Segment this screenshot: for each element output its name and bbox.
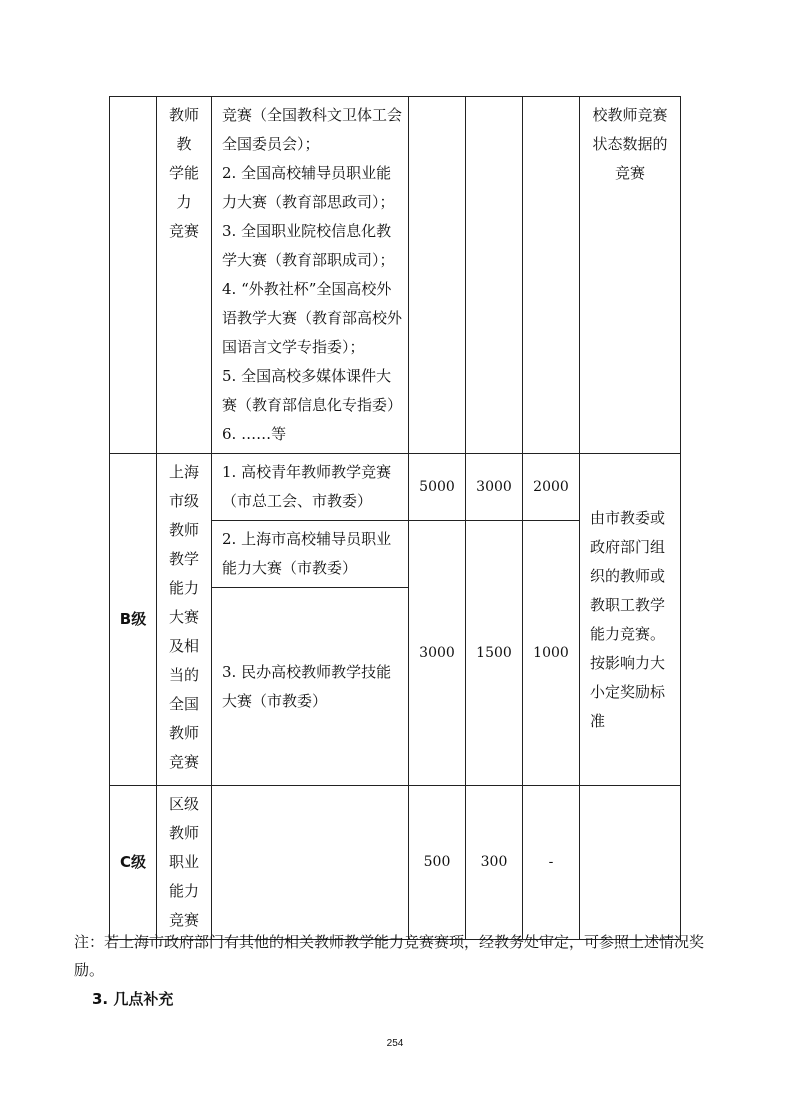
page-number: 254 xyxy=(386,1038,404,1049)
table-row-c xyxy=(110,786,681,940)
table-footnote: 注：若上海市政府部门有其他的相关教师教学能力竞赛赛项，经教务处审定，可参照上述情况奖励。 xyxy=(74,933,705,979)
level-c-items xyxy=(212,786,409,940)
level-c-note xyxy=(580,786,681,940)
level-cell-continued xyxy=(110,97,157,454)
table-row-b-item1 xyxy=(110,454,681,521)
level-b-item23-first: 3000 xyxy=(409,521,466,786)
award-standard-table xyxy=(109,96,681,940)
level-c-label: C级 xyxy=(110,786,157,940)
level-c-second: 300 xyxy=(466,786,523,940)
level-b-item2: 2. 上海市高校辅导员职业能力大赛（市教委） xyxy=(212,521,409,588)
level-b-item23-second: 1500 xyxy=(466,521,523,786)
level-b-item1-second: 3000 xyxy=(466,454,523,521)
level-c-first: 500 xyxy=(409,786,466,940)
table-row-continued xyxy=(110,97,681,454)
level-b-item23-third: 1000 xyxy=(523,521,580,786)
level-c-third: - xyxy=(523,786,580,940)
level-b-item1-first: 5000 xyxy=(409,454,466,521)
level-b-item1: 1. 高校青年教师教学竞赛（市总工会、市教委） xyxy=(212,454,409,521)
level-b-item1-third: 2000 xyxy=(523,454,580,521)
level-c-category: 区级 教师 职业 能力 竞赛 xyxy=(157,786,212,940)
items-cell-continued: 竞赛（全国教科文卫体工会全国委员会）； 2. 全国高校辅导员职业能力大赛（教育部思政司）； 3. 全国职业院校信息化教学大赛（教育部职成司）； 4. “外教社杯”全国高校外语教学大赛（教育部高校外国语言文学专指委）； 5. 全国高校多媒体课件大赛（教育部信息化专指委） 6. ……等 xyxy=(212,97,409,454)
note-cell-continued: 校教师竞赛 状态数据的 竞赛 xyxy=(580,97,681,454)
section-heading: 3. 几点补充 xyxy=(92,990,174,1008)
level-b-label: B级 xyxy=(110,454,157,786)
first-prize-cell-continued xyxy=(409,97,466,454)
category-cell-continued: 教师教 学能力 竞赛 xyxy=(157,97,212,454)
third-prize-cell-continued xyxy=(523,97,580,454)
level-b-item3: 3. 民办高校教师教学技能大赛（市教委） xyxy=(212,588,409,786)
level-b-category: 上海 市级 教师 教学 能力 大赛 及相 当的 全国 教师 竞赛 xyxy=(157,454,212,786)
second-prize-cell-continued xyxy=(466,97,523,454)
level-b-note: 由市教委或政府部门组织的教师或教职工教学能力竞赛。按影响力大小定奖励标准 xyxy=(580,454,681,786)
